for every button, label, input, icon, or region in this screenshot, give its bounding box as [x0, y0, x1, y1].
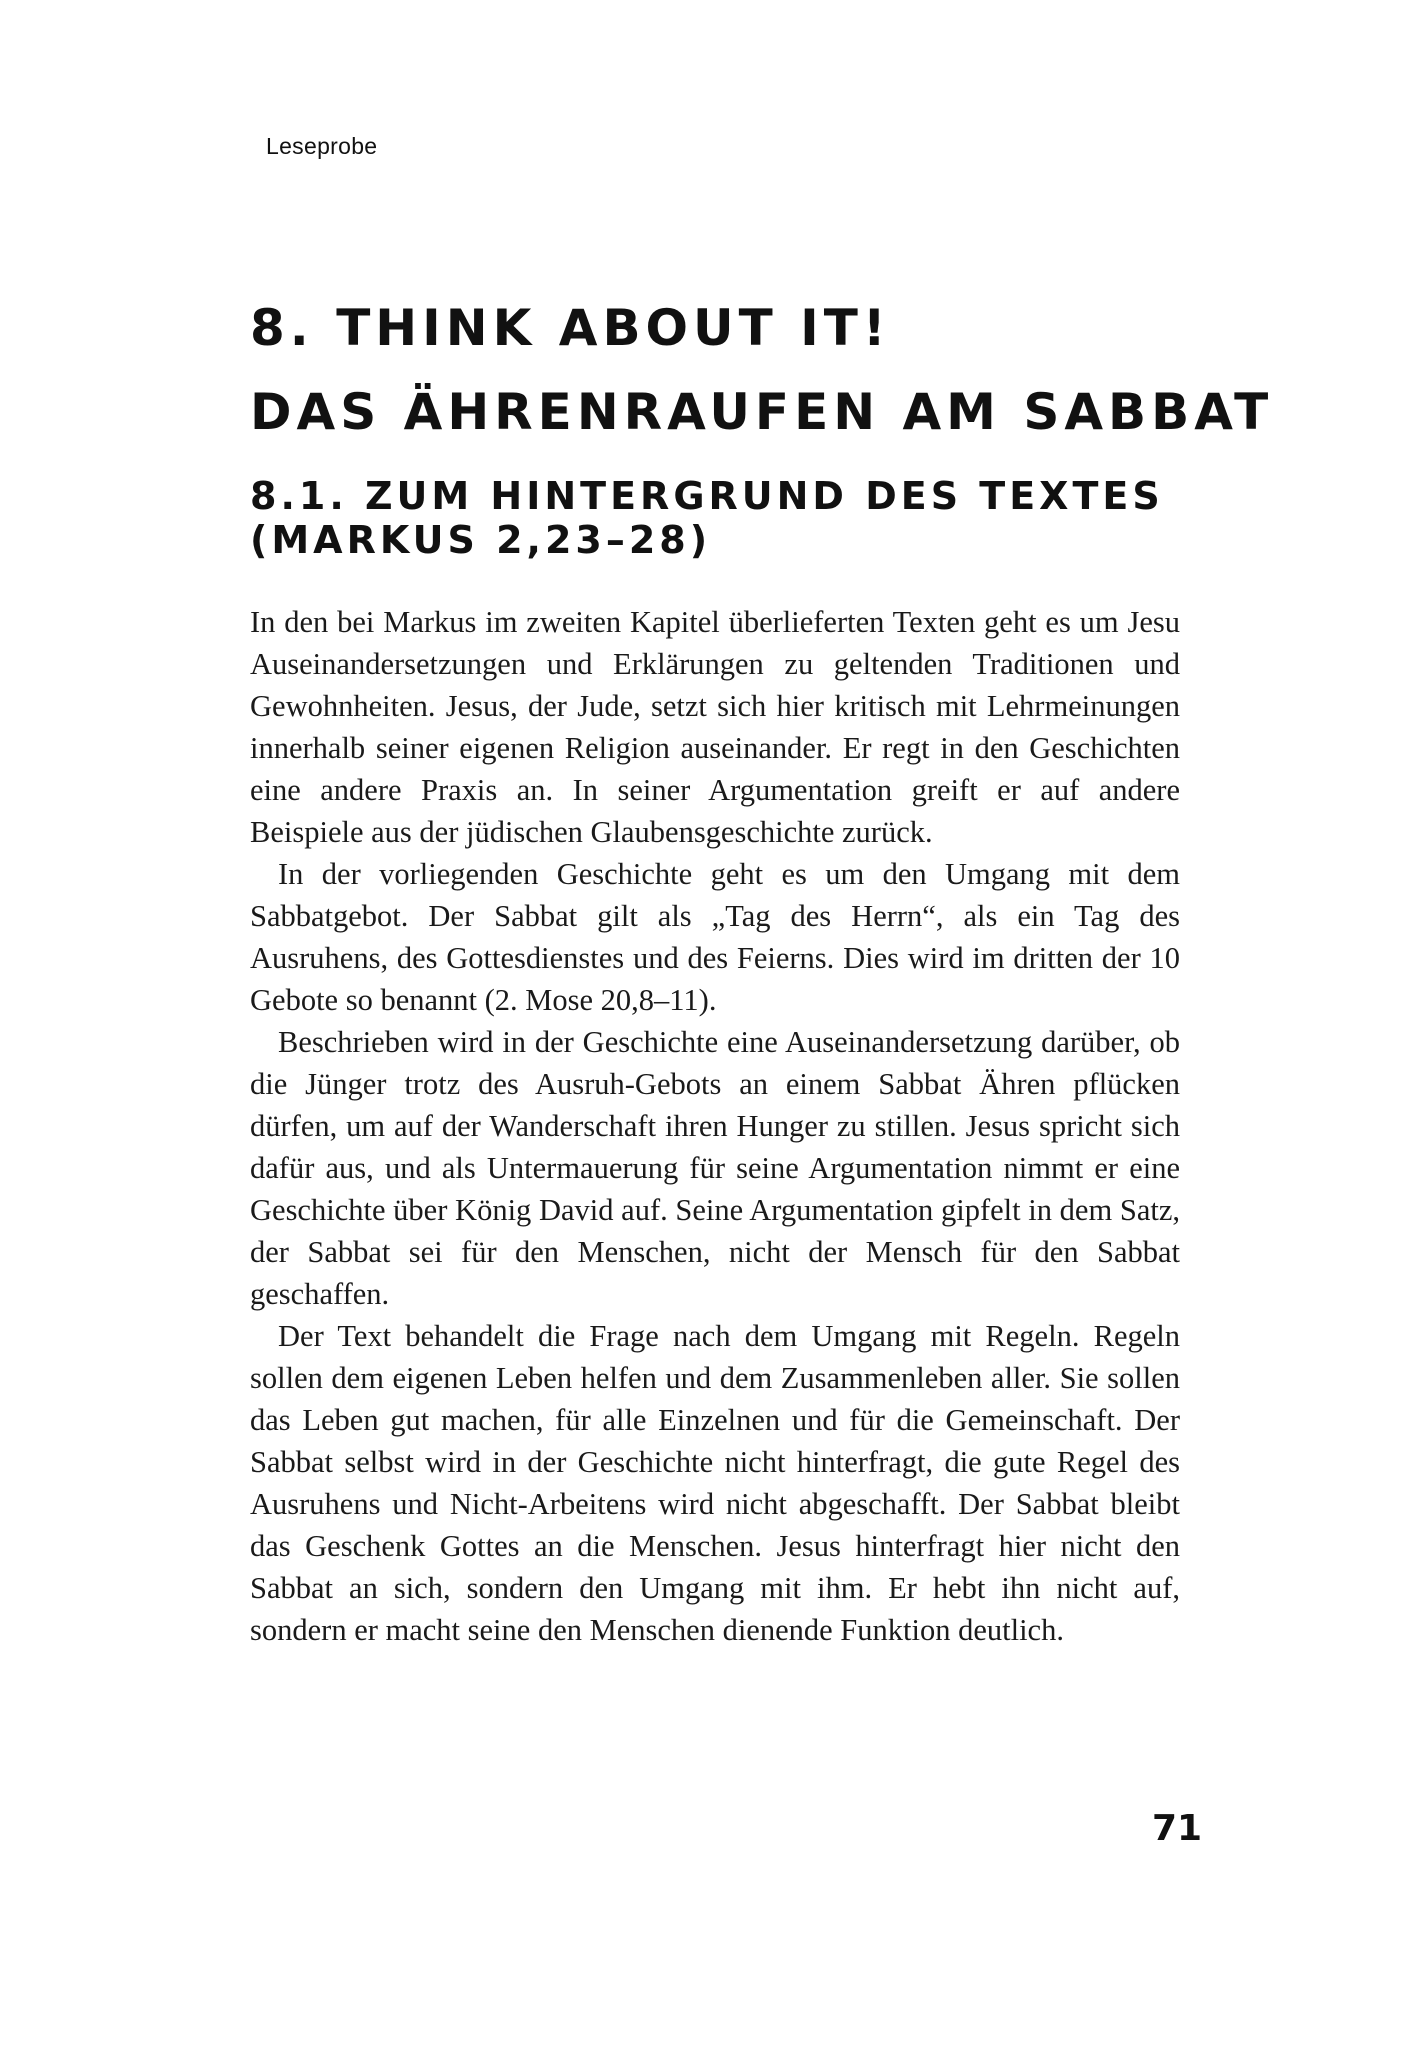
- section-title-line-1: 8.1. ZUM HINTERGRUND DES TEXTES: [250, 474, 1164, 518]
- paragraph-1: In den bei Markus im zweiten Kapitel überlieferten Texten geht es um Jesu Auseinandersetzungen und Erklärungen zu geltenden Traditionen und Gewohnheiten. Jesus, der Jude, setzt sich hier kritisch mit Lehrmeinungen innerhalb seiner eigenen Religion auseinander. Er regt in den Geschichten eine andere Praxis an. In seiner Argumentation greift er auf andere Beispiele aus der jüdischen Glaubensgeschichte zurück.: [250, 605, 1180, 849]
- chapter-title: [250, 286, 1273, 454]
- section-title: [250, 474, 1164, 562]
- chapter-title-line-1: 8. THINK ABOUT IT!: [250, 299, 891, 357]
- paragraph-3: Beschrieben wird in der Geschichte eine Auseinandersetzung darüber, ob die Jünger trotz des Ausruh-Gebots an einem Sabbat Ähren pflücken dürfen, um auf der Wanderschaft ihren Hunger zu stillen. Jesus spricht sich dafür aus, und als Untermauerung für seine Argumentation nimmt er eine Geschichte über König David auf. Seine Argumentation gipfelt in dem Satz, der Sabbat sei für den Menschen, nicht der Mensch für den Sabbat geschaffen.: [250, 1025, 1180, 1311]
- page-number: 71: [1152, 1808, 1203, 1849]
- paragraph-2: In der vorliegenden Geschichte geht es um den Umgang mit dem Sabbatgebot. Der Sabbat gilt als „Tag des Herrn“, als ein Tag des Ausruhens, des Gottesdienstes und des Feierns. Dies wird im dritten der 10 Gebote so benannt (2. Mose 20,8–11).: [250, 857, 1180, 1017]
- chapter-title-line-2: DAS ÄHRENRAUFEN AM SABBAT: [250, 383, 1274, 441]
- paragraph-4: Der Text behandelt die Frage nach dem Umgang mit Regeln. Regeln sollen dem eigenen Leben helfen und dem Zusammenleben aller. Sie sollen das Leben gut machen, für alle Einzelnen und für die Gemeinschaft. Der Sabbat selbst wird in der Geschichte nicht hinterfragt, die gute Regel des Ausruhens und Nicht-Arbeitens wird nicht abgeschafft. Der Sabbat bleibt das Geschenk Gottes an die Menschen. Jesus hinterfragt hier nicht den Sabbat an sich, sondern den Umgang mit ihm. Er hebt ihn nicht auf, sondern er macht seine den Menschen dienende Funktion deutlich.: [250, 1319, 1180, 1647]
- body-text: [250, 601, 1180, 1651]
- section-title-line-2: (MARKUS 2,23–28): [250, 518, 712, 562]
- running-head: Leseprobe: [266, 133, 378, 159]
